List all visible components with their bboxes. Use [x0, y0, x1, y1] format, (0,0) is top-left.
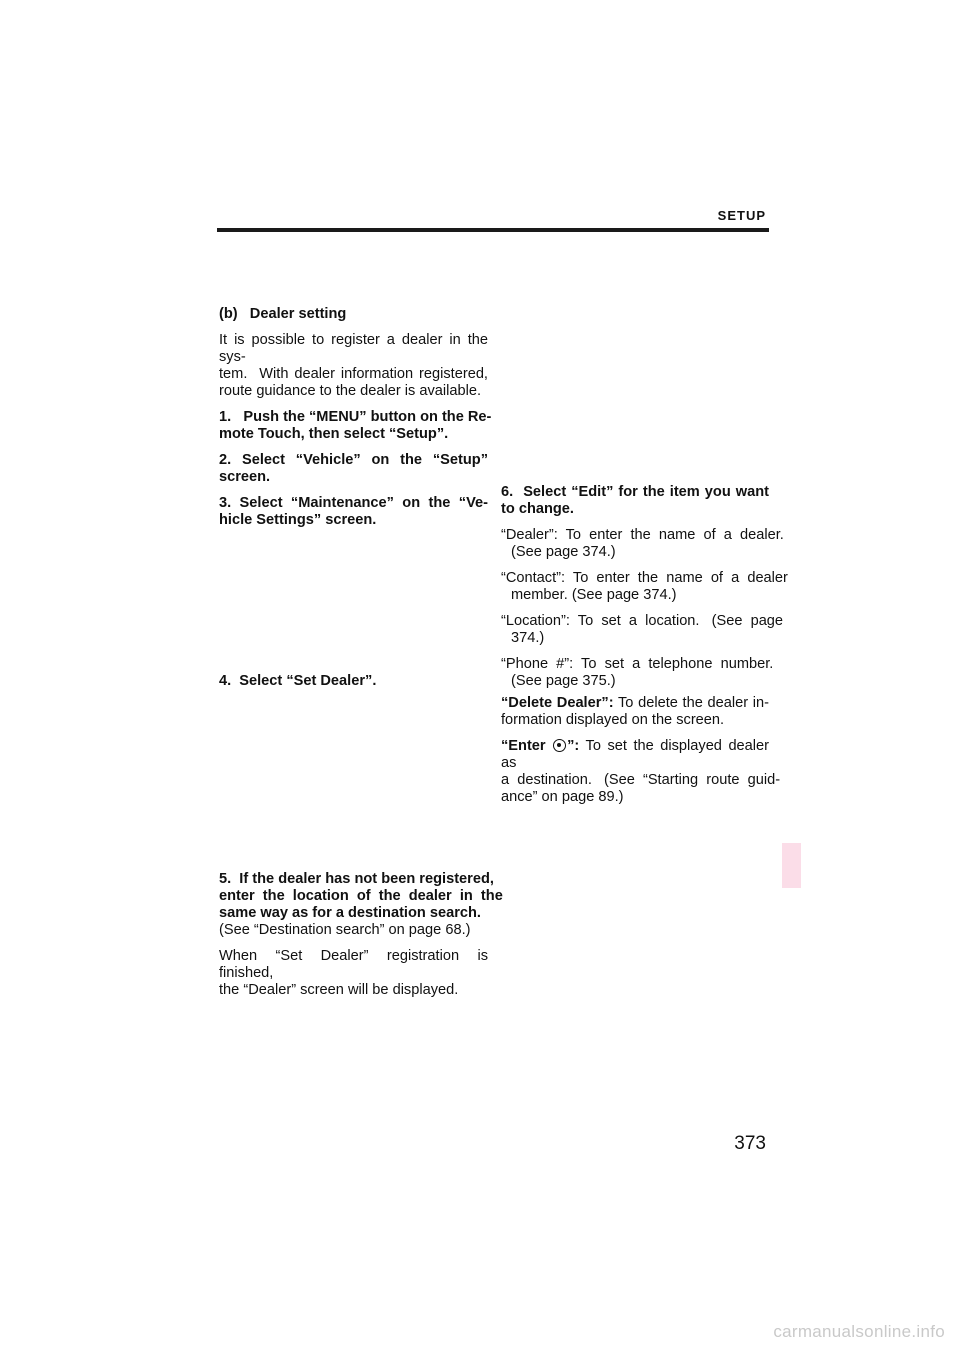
- watermark: carmanualsonline.info: [773, 1322, 945, 1341]
- step-5-reference: (See “Destination search” on page 68.): [219, 922, 471, 938]
- section-tab-marker: [782, 843, 801, 888]
- section-header: SETUP: [717, 208, 766, 223]
- section-heading: (b) Dealer setting: [219, 306, 347, 322]
- item-contact: “Contact”: To enter the name of a dealer member. (See page 374.): [501, 570, 788, 603]
- step-6: 6. Select “Edit” for the item you want to change.: [501, 484, 769, 517]
- header-rule: [217, 228, 769, 232]
- item-location: “Location”: To set a location. (See page 374.): [501, 613, 784, 646]
- step-3: 3. Select “Maintenance” on the “Ve- hicle Settings” screen.: [219, 495, 488, 528]
- item-enter: “Enter ”: To set the displayed dealer as a destination. (See “Starting route guid- ance” on page 89.): [501, 738, 781, 805]
- page-number: 373: [734, 1133, 766, 1154]
- step-2: 2. Select “Vehicle” on the “Setup” screen.: [219, 452, 488, 485]
- intro-paragraph: It is possible to register a dealer in the sys- tem. With dealer information registered, route guidance to the dealer is available.: [219, 332, 488, 399]
- item-phone: “Phone #”: To set a telephone number. (See page 375.): [501, 656, 774, 689]
- finish-paragraph: When “Set Dealer” registration is finished, the “Dealer” screen will be displayed.: [219, 948, 488, 998]
- enter-circle-icon: [553, 739, 566, 752]
- left-column: [219, 306, 492, 529]
- item-dealer: “Dealer”: To enter the name of a dealer. (See page 374.): [501, 527, 784, 560]
- step-4: 4. Select “Set Dealer”.: [219, 673, 377, 689]
- step-1: 1. Push the “MENU” button on the Re- mote Touch, then select “Setup”.: [219, 409, 492, 442]
- step-5-block: [219, 871, 503, 999]
- enter-label: “Enter ”:: [501, 738, 580, 754]
- item-delete-dealer: “Delete Dealer”: To delete the dealer in- formation displayed on the screen.: [501, 695, 769, 728]
- step-5: 5. If the dealer has not been registered, enter the location of the dealer in the same way as for a destination search.: [219, 871, 503, 921]
- delete-dealer-label: “Delete Dealer”:: [501, 695, 614, 711]
- right-column: [501, 484, 788, 806]
